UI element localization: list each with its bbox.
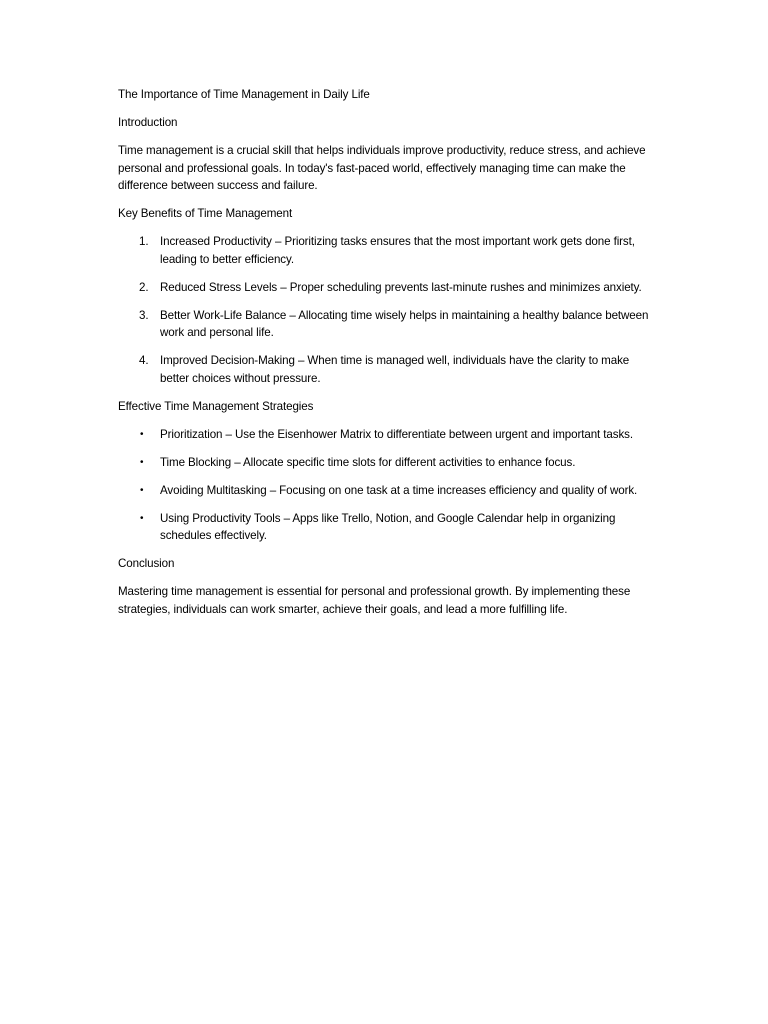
list-number: 3. [139, 308, 149, 322]
strategies-list [118, 426, 654, 545]
benefits-heading: Key Benefits of Time Management [118, 207, 293, 220]
list-number: 2. [139, 280, 149, 294]
bullet-icon: • [140, 512, 144, 524]
benefit-text: Improved Decision-Making – When time is managed well, individuals have the clarity to make better choices without pressure. [160, 354, 630, 385]
bullet-icon: • [140, 428, 144, 440]
benefit-item [118, 233, 654, 268]
strategy-item [118, 510, 654, 545]
strategy-text: Prioritization – Use the Eisenhower Matrix to differentiate between urgent and important tasks. [160, 427, 633, 441]
benefit-text: Better Work-Life Balance – Allocating time wisely helps in maintaining a healthy balance between work and personal life. [160, 308, 649, 339]
benefit-item [118, 307, 654, 342]
introduction-paragraph: Time management is a crucial skill that helps individuals improve productivity, reduce stress, and achieve personal and professional goals. In today's fast-paced world, effectively managing time can make the difference between success and failure. [118, 144, 646, 192]
strategy-item [118, 482, 654, 500]
benefit-text: Increased Productivity – Prioritizing tasks ensures that the most important work gets done first, leading to better efficiency. [160, 235, 635, 266]
bullet-icon: • [140, 484, 144, 496]
bullet-icon: • [140, 456, 144, 468]
strategy-item [118, 426, 654, 444]
benefits-list [118, 233, 654, 387]
benefit-item [118, 352, 654, 387]
document-content [118, 86, 654, 629]
benefit-text: Reduced Stress Levels – Proper scheduling prevents last-minute rushes and minimizes anxiety. [160, 280, 642, 294]
conclusion-paragraph: Mastering time management is essential for personal and professional growth. By implementing these strategies, individuals can work smarter, achieve their goals, and lead a more fulfilling life. [118, 585, 631, 616]
strategy-text: Avoiding Multitasking – Focusing on one task at a time increases efficiency and quality of work. [160, 483, 638, 497]
strategy-text: Time Blocking – Allocate specific time slots for different activities to enhance focus. [160, 455, 576, 469]
list-number: 4. [139, 354, 149, 367]
strategies-heading: Effective Time Management Strategies [118, 399, 314, 413]
conclusion-heading: Conclusion [118, 557, 175, 570]
document-title: The Importance of Time Management in Daily Life [118, 88, 370, 101]
introduction-heading: Introduction [118, 116, 178, 129]
list-number: 1. [139, 235, 149, 248]
strategy-text: Using Productivity Tools – Apps like Trello, Notion, and Google Calendar help in organizing schedules effectively. [160, 511, 616, 542]
strategy-item [118, 454, 654, 472]
benefit-item [118, 279, 654, 297]
